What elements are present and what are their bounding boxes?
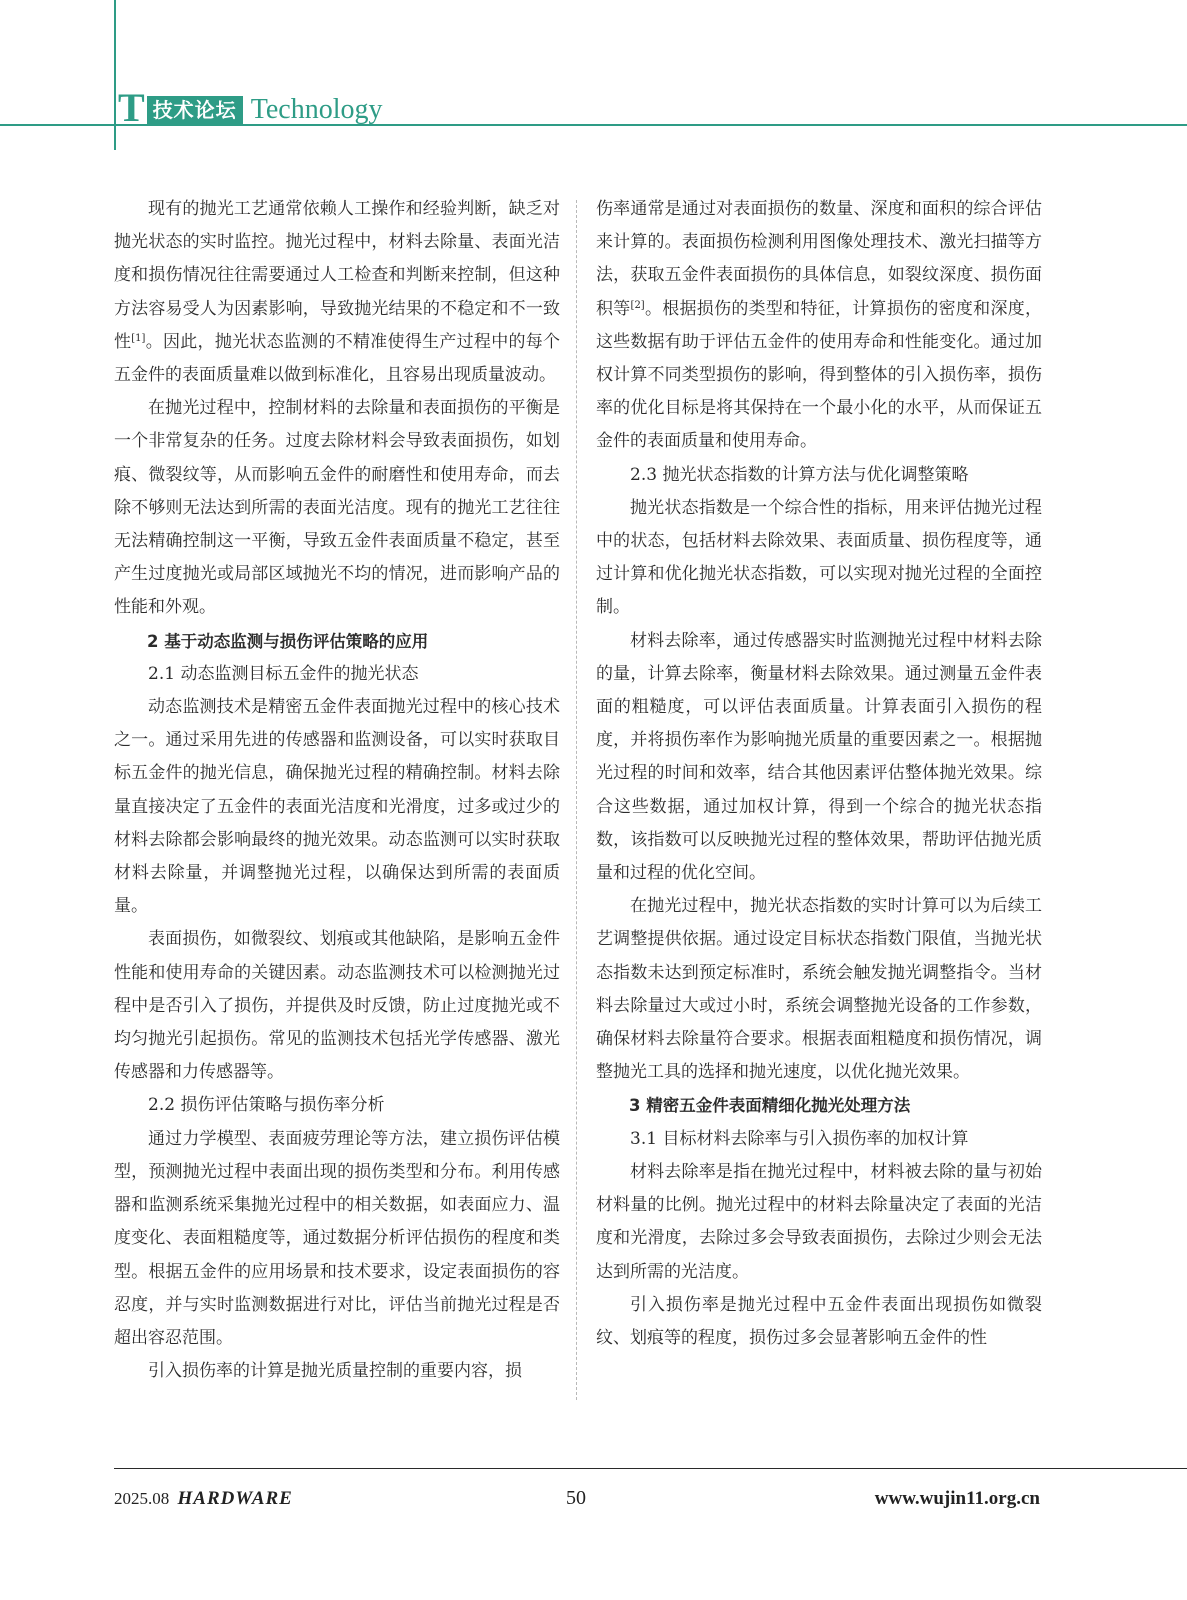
footer-rule [114,1468,1187,1469]
column-divider [576,200,577,1400]
section-title-en: Technology [250,94,383,125]
section-badge: 技术论坛 [147,96,243,124]
header-vertical-rule [114,0,116,150]
section-heading: 3 精密五金件表面精细化抛光处理方法 [629,1096,911,1116]
right-column [596,193,1042,1355]
subsection-heading: 2.2 损伤评估策略与损伤率分析 [148,1095,385,1116]
paragraph: 抛光状态指数是一个综合性的指标，用来评估抛光过程中的状态，包括材料去除效果、表面质量、损伤程度等，通过计算和优化抛光状态指数，可以实现对抛光过程的全面控制。 [596,497,1042,618]
paragraph: 动态监测技术是精密五金件表面抛光过程中的核心技术之一。通过采用先进的传感器和监测设备，可以实时获取目标五金件的抛光信息，确保抛光过程的精确控制。材料去除量直接决定了五金件的表面光洁度和光滑度，过多或过少的材料去除都会影响最终的抛光效果。动态监测可以实时获取材料去除量，并调整抛光过程，以确保达到所需的表面质量。 [114,697,560,917]
paragraph: 引入损伤率的计算是抛光质量控制的重要内容，损 [148,1361,522,1382]
paragraph: 现有的抛光工艺通常依赖人工操作和经验判断，缺乏对抛光状态的实时监控。抛光过程中，材料去除量、表面光洁度和损伤情况往往需要通过人工检查和判断来控制，但这种方法容易受人为因素影响，导致抛光结果的不稳定和不一致性[1]。因此，抛光状态监测的不精准使得生产过程中的每个五金件的表面质量难以做到标准化，且容易出现质量波动。 [114,199,561,386]
paragraph: 表面损伤，如微裂纹、划痕或其他缺陷，是影响五金件性能和使用寿命的关键因素。动态监测技术可以检测抛光过程中是否引入了损伤，并提供及时反馈，防止过度抛光或不均匀抛光引起损伤。常见的监测技术包括光学传感器、激光传感器和力传感器等。 [114,929,560,1083]
footer-issue [114,1488,293,1510]
section-header [118,85,383,130]
magazine-name: HARDWARE [177,1488,293,1509]
citation: [1] [131,332,146,344]
paragraph: 材料去除率是指在抛光过程中，材料被去除的量与初始材料量的比例。抛光过程中的材料去除量决定了表面的光洁度和光滑度，去除过多会导致表面损伤，去除过少则会无法达到所需的光洁度。 [596,1161,1042,1282]
subsection-heading: 2.3 抛光状态指数的计算方法与优化调整策略 [630,464,969,485]
section-letter: T [118,85,145,130]
section-heading: 2 基于动态监测与损伤评估策略的应用 [147,631,429,651]
paragraph: 材料去除率，通过传感器实时监测抛光过程中材料去除的量，计算去除率，衡量材料去除效果。通过测量五金件表面的粗糙度，可以评估表面质量。计算表面引入损伤的程度，并将损伤率作为影响抛光质量的重要因素之一。根据抛光过程的时间和效率，结合其他因素评估整体抛光效果。综合这些数据，通过加权计算，得到一个综合的抛光状态指数，该指数可以反映抛光过程的整体效果，帮助评估抛光质量和过程的优化空间。 [596,630,1042,884]
issue-date: 2025.08 [114,1489,170,1508]
paragraph: 在抛光过程中，控制材料的去除量和表面损伤的平衡是一个非常复杂的任务。过度去除材料会导致表面损伤，如划痕、微裂纹等，从而影响五金件的耐磨性和使用寿命，而去除不够则无法达到所需的表面光洁度。现有的抛光工艺往往无法精确控制这一平衡，导致五金件表面质量不稳定，甚至产生过度抛光或局部区域抛光不均的情况，进而影响产品的性能和外观。 [114,398,560,618]
subsection-heading: 2.1 动态监测目标五金件的抛光状态 [148,663,419,684]
paragraph: 在抛光过程中，抛光状态指数的实时计算可以为后续工艺调整提供依据。通过设定目标状态指数门限值，当抛光状态指数未达到预定标准时，系统会触发抛光调整指令。当材料去除量过大或过小时，系统会调整抛光设备的工作参数，确保材料去除量符合要求。根据表面粗糙度和损伤情况，调整抛光工具的选择和抛光速度，以优化抛光效果。 [596,896,1042,1083]
paragraph: 伤率通常是通过对表面损伤的数量、深度和面积的综合评估来计算的。表面损伤检测利用图像处理技术、激光扫描等方法，获取五金件表面损伤的具体信息，如裂纹深度、损伤面积等[2]。根据损伤的类型和特征，计算损伤的密度和深度，这些数据有助于评估五金件的使用寿命和性能变化。通过加权计算不同类型损伤的影响，得到整体的引入损伤率，损伤率的优化目标是将其保持在一个最小化的水平，从而保证五金件的表面质量和使用寿命。 [596,199,1042,452]
footer-url: www.wujin11.org.cn [874,1488,1040,1509]
page-number: 50 [566,1487,586,1509]
left-column [114,193,560,1388]
paragraph: 引入损伤率是抛光过程中五金件表面出现损伤如微裂纹、划痕等的程度，损伤过多会显著影响五金件的性 [596,1294,1042,1348]
citation: [2] [630,299,645,311]
subsection-heading: 3.1 目标材料去除率与引入损伤率的加权计算 [630,1128,969,1149]
paragraph: 通过力学模型、表面疲劳理论等方法，建立损伤评估模型，预测抛光过程中表面出现的损伤类型和分布。利用传感器和监测系统采集抛光过程中的相关数据，如表面应力、温度变化、表面粗糙度等，通过数据分析评估损伤的程度和类型。根据五金件的应用场景和技术要求，设定表面损伤的容忍度，并与实时监测数据进行对比，评估当前抛光过程是否超出容忍范围。 [114,1128,560,1348]
